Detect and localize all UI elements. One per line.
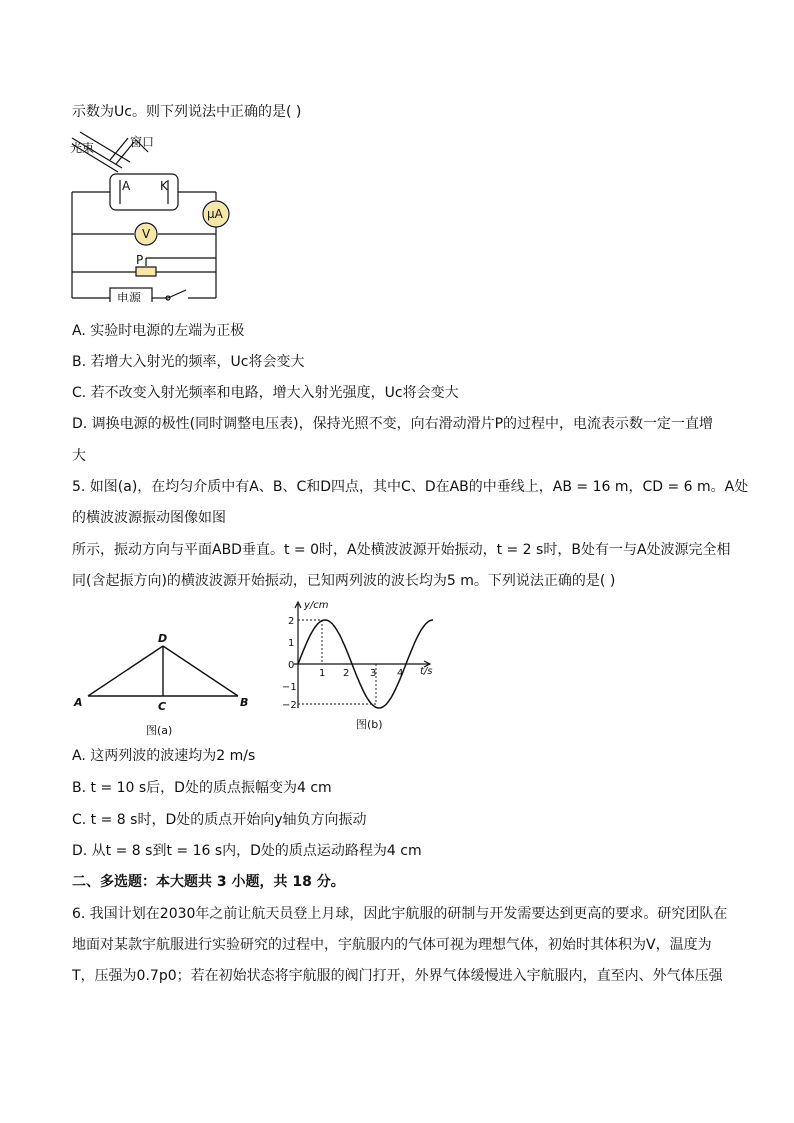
q4-option-b: B. 若增大入射光的频率，Uc将会变大 bbox=[72, 354, 305, 370]
label-source: 电源 bbox=[117, 291, 142, 302]
q6-line-1: 6. 我国计划在2030年之前让航天员登上月球，因此宇航服的研制与开发需要达到更高的要求。研究团队在 bbox=[72, 906, 728, 922]
point-A: A bbox=[74, 696, 83, 709]
q4-option-c: C. 若不改变入射光频率和电路，增大入射光强度，Uc将会变大 bbox=[72, 385, 459, 401]
label-A: A bbox=[122, 179, 131, 193]
xtick-3: 3 bbox=[370, 668, 377, 679]
point-B: B bbox=[240, 696, 249, 709]
ytick-1: 1 bbox=[288, 638, 295, 649]
xtick-1: 1 bbox=[319, 668, 326, 679]
xtick-2: 2 bbox=[343, 668, 350, 679]
label-beam: 光束 bbox=[70, 141, 95, 155]
label-P: P bbox=[136, 253, 144, 267]
x-axis-label: t/s bbox=[420, 666, 433, 677]
point-D: D bbox=[158, 632, 168, 645]
q5-line-4: 同(含起振方向)的横波波源开始振动，已知两列波的波长均为5 m。下列说法正确的是( ) bbox=[72, 573, 616, 589]
y-axis-label: y/cm bbox=[304, 600, 329, 611]
label-window: 窗口 bbox=[130, 135, 155, 149]
q6-line-2: 地面对某款宇航服进行实验研究的过程中，宇航服内的气体可视为理想气体，初始时其体积为V，温度为 bbox=[72, 937, 712, 953]
ytick-2: 2 bbox=[288, 616, 295, 627]
q5-option-b: B. t = 10 s后，D处的质点振幅变为4 cm bbox=[72, 780, 332, 796]
q4-option-d-cont: 大 bbox=[72, 448, 86, 464]
label-K: K bbox=[160, 179, 168, 193]
point-C: C bbox=[158, 700, 167, 713]
xtick-4: 4 bbox=[397, 668, 404, 679]
q5-option-c: C. t = 8 s时，D处的质点开始向y轴负方向振动 bbox=[72, 812, 367, 828]
photoelectric-circuit-diagram bbox=[70, 130, 240, 302]
ytick-0: 0 bbox=[288, 660, 295, 671]
figure-a-caption: 图(a) bbox=[146, 724, 173, 737]
figure-a-triangle bbox=[72, 628, 262, 740]
section-heading: 二、多选题：本大题共 3 小题，共 18 分。 bbox=[72, 874, 345, 890]
q4-option-d: D. 调换电源的极性(同时调整电压表)，保持光照不变，向右滑动滑片P的过程中，电流表示数一定一直增 bbox=[72, 416, 714, 432]
q4-stem-tail: 示数为Uc。则下列说法中正确的是( ) bbox=[72, 104, 302, 120]
figure-b-caption: 图(b) bbox=[356, 718, 383, 731]
q6-line-3: T，压强为0.7p0；若在初始状态将宇航服的阀门打开，外界气体缓慢进入宇航服内，直至内、外气体压强 bbox=[72, 968, 723, 984]
q4-option-a: A. 实验时电源的左端为正极 bbox=[72, 323, 245, 339]
meter-uA: μA bbox=[207, 207, 223, 221]
ytick-m2: −2 bbox=[282, 700, 297, 711]
q5-line-2: 的横波波源振动图像如图 bbox=[72, 510, 226, 526]
figure-b-graph bbox=[280, 598, 440, 738]
q5-line-1: 5. 如图(a)，在均匀介质中有A、B、C和D四点，其中C、D在AB的中垂线上，AB = 16 m，CD = 6 m。A处 bbox=[72, 479, 749, 495]
ytick-m1: −1 bbox=[282, 682, 297, 693]
q5-option-d: D. 从t = 8 s到t = 16 s内，D处的质点运动路程为4 cm bbox=[72, 843, 422, 859]
meter-V: V bbox=[142, 227, 151, 241]
q5-option-a: A. 这两列波的波速均为2 m/s bbox=[72, 748, 256, 764]
q5-line-3: 所示，振动方向与平面ABD垂直。t = 0时，A处横波波源开始振动，t = 2 s时，B处有一与A处波源完全相 bbox=[72, 542, 731, 558]
